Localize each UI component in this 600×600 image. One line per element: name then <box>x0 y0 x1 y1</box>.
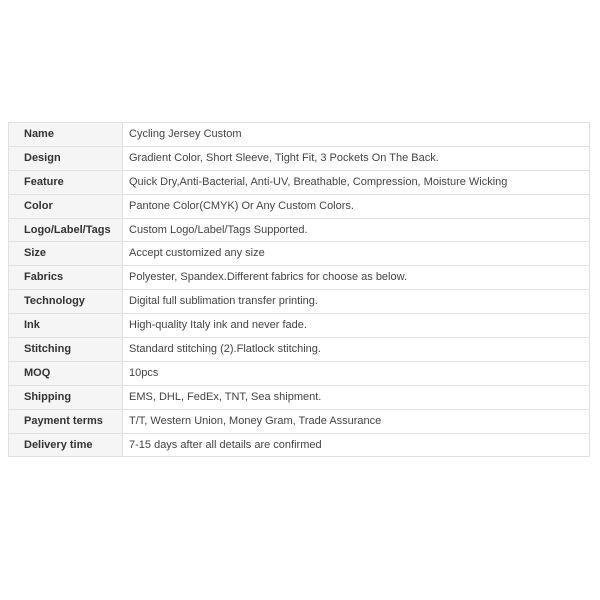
spec-value-cell: Quick Dry,Anti-Bacterial, Anti-UV, Breathable, Compression, Moisture Wicking <box>123 170 590 194</box>
spec-value-cell: Standard stitching (2).Flatlock stitching. <box>123 338 590 362</box>
spec-row-design <box>9 146 590 170</box>
spec-value-cell: Custom Logo/Label/Tags Supported. <box>123 218 590 242</box>
spec-row-stitching <box>9 338 590 362</box>
spec-row-size <box>9 242 590 266</box>
spec-value-cell: Gradient Color, Short Sleeve, Tight Fit, 3 Pockets On The Back. <box>123 146 590 170</box>
spec-value-cell: Polyester, Spandex.Different fabrics for choose as below. <box>123 266 590 290</box>
spec-value-cell: 10pcs <box>123 361 590 385</box>
spec-label-cell: Logo/Label/Tags <box>9 218 123 242</box>
product-spec-table <box>8 122 590 457</box>
spec-value-cell: Pantone Color(CMYK) Or Any Custom Colors. <box>123 194 590 218</box>
spec-value-cell: T/T, Western Union, Money Gram, Trade Assurance <box>123 409 590 433</box>
spec-label-cell: Stitching <box>9 338 123 362</box>
spec-row-technology <box>9 290 590 314</box>
spec-value-cell: EMS, DHL, FedEx, TNT, Sea shipment. <box>123 385 590 409</box>
spec-label-cell: Color <box>9 194 123 218</box>
spec-label-cell: Shipping <box>9 385 123 409</box>
spec-value-cell: Cycling Jersey Custom <box>123 123 590 147</box>
product-spec-table-body <box>9 123 590 457</box>
spec-row-shipping <box>9 385 590 409</box>
spec-row-feature <box>9 170 590 194</box>
spec-label-cell: Design <box>9 146 123 170</box>
spec-row-logo-label-tags <box>9 218 590 242</box>
spec-label-cell: Technology <box>9 290 123 314</box>
spec-row-delivery-time <box>9 433 590 457</box>
spec-label-cell: Feature <box>9 170 123 194</box>
spec-label-cell: Name <box>9 123 123 147</box>
spec-label-cell: Delivery time <box>9 433 123 457</box>
spec-row-moq <box>9 361 590 385</box>
spec-row-fabrics <box>9 266 590 290</box>
spec-value-cell: Accept customized any size <box>123 242 590 266</box>
spec-value-cell: Digital full sublimation transfer printing. <box>123 290 590 314</box>
spec-value-cell: High-quality Italy ink and never fade. <box>123 314 590 338</box>
spec-label-cell: Fabrics <box>9 266 123 290</box>
spec-label-cell: Ink <box>9 314 123 338</box>
spec-label-cell: Size <box>9 242 123 266</box>
spec-row-color <box>9 194 590 218</box>
spec-value-cell: 7-15 days after all details are confirmed <box>123 433 590 457</box>
spec-label-cell: Payment terms <box>9 409 123 433</box>
spec-label-cell: MOQ <box>9 361 123 385</box>
spec-row-payment-terms <box>9 409 590 433</box>
spec-row-name <box>9 123 590 147</box>
spec-row-ink <box>9 314 590 338</box>
